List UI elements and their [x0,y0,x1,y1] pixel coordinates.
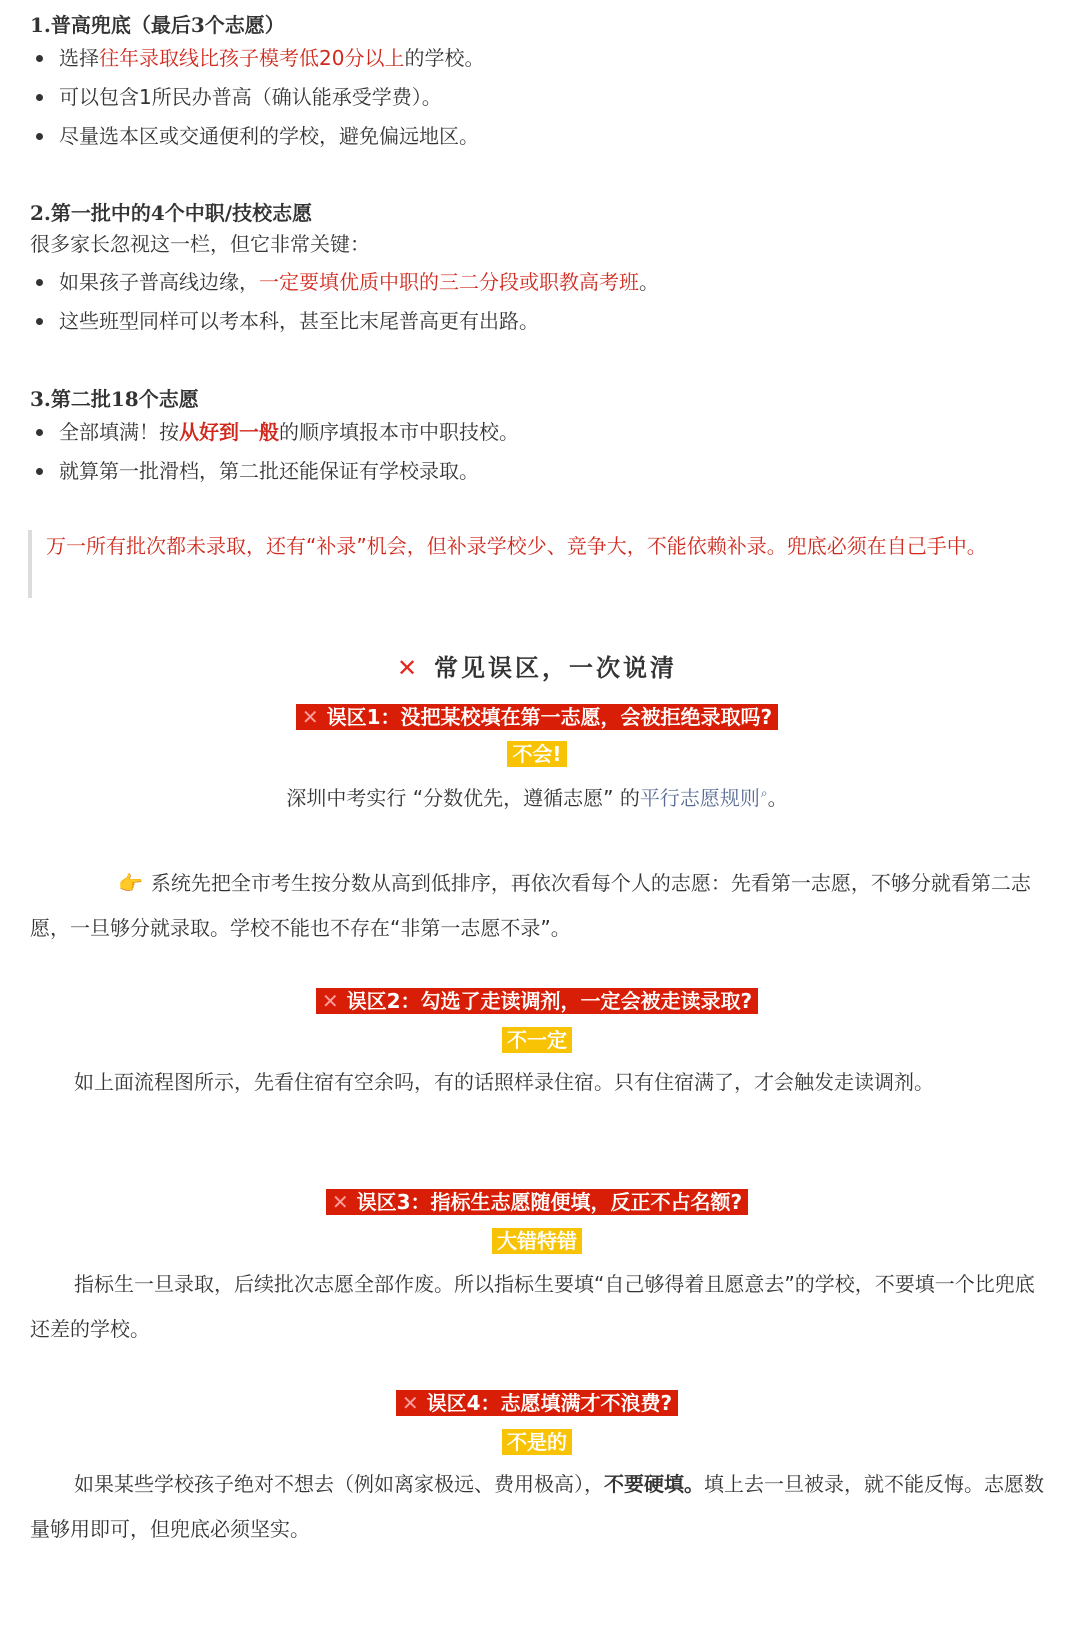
parallel-rule-link[interactable]: 平行志愿规则 [639,786,760,810]
highlight-text: 一定要填优质中职的三二分段或职教高考班 [259,270,639,294]
highlight-text: 往年录取线比孩子模考低20分以上 [99,46,405,70]
bullet-dot [36,133,43,140]
blockquote-bar [28,530,32,598]
bullet-dot [36,94,43,101]
bullet-dot [36,55,43,62]
cross-mark-icon: ✕ [396,654,421,682]
myth-1-answer: 不会! [0,741,1074,767]
cross-mark-icon: ✕ [321,989,339,1013]
section2-title: 2.第一批中的4个中职/技校志愿 [30,201,313,225]
myth-4-label: ✕ 误区4：志愿填满才不浪费? [0,1390,1074,1416]
cross-mark-icon: ✕ [331,1190,349,1214]
myth-2-answer: 不一定 [0,1027,1074,1053]
section3-title: 3.第二批18个志愿 [30,387,199,411]
section2-intro: 很多家长忽视这一栏，但它非常关键： [30,232,370,256]
myth-4-explanation: 如果某些学校孩子绝对不想去（例如离家极远、费用极高），不要硬填。填上去一旦被录，就不能反悔。志愿数量够用即可，但兜底必须坚实。 [30,1472,1044,1541]
myth-2-label: ✕ 误区2：勾选了走读调剂，一定会被走读录取? [0,988,1074,1014]
highlight-text: 从好到一般 [179,420,279,444]
section1-bullet-1: 选择往年录取线比孩子模考低20分以上的学校。 [36,43,484,73]
myth-3-answer: 大错特错 [0,1228,1074,1254]
cross-mark-icon: ✕ [301,705,319,729]
myth-2-explanation: 如上面流程图所示，先看住宿有空余吗，有的话照样录住宿。只有住宿满了，才会触发走读调剂。 [74,1070,934,1094]
myth-4-answer: 不是的 [0,1429,1074,1455]
bullet-dot [36,429,43,436]
bullet-dot [36,279,43,286]
section1-bullet-2: 可以包含1所民办普高（确认能承受学费）。 [36,82,442,112]
myth-1-label: ✕ 误区1：没把某校填在第一志愿，会被拒绝录取吗? [0,704,1074,730]
section1-title: 1.普高兜底（最后3个志愿） [30,13,285,37]
search-icon[interactable]: ⌕ [760,786,768,801]
bullet-dot [36,318,43,325]
myth-1-rule-line: 深圳中考实行 “分数优先，遵循志愿” 的平行志愿规则⌕。 [286,786,788,810]
section2-bullet-2: 这些班型同样可以考本科，甚至比末尾普高更有出路。 [36,306,539,336]
section2-bullet-1: 如果孩子普高线边缘，一定要填优质中职的三二分段或职教高考班。 [36,267,659,297]
pointing-hand-icon: 👉 [118,871,143,895]
myth-3-label: ✕ 误区3：指标生志愿随便填，反正不占名额? [0,1189,1074,1215]
misconceptions-heading: ✕ 常见误区，一次说清 [396,654,678,682]
section3-bullet-2: 就算第一批滑档，第二批还能保证有学校录取。 [36,456,479,486]
section1-bullet-3: 尽量选本区或交通便利的学校，避免偏远地区。 [36,121,479,151]
cross-mark-icon: ✕ [401,1391,419,1415]
bullet-dot [36,468,43,475]
myth-3-explanation: 指标生一旦录取，后续批次志愿全部作废。所以指标生要填“自己够得着且愿意去”的学校，不要填一个比兜底还差的学校。 [30,1272,1035,1341]
myth-1-explanation: 👉 系统先把全市考生按分数从高到低排序，再依次看每个人的志愿：先看第一志愿，不够分就看第二志愿，一旦够分就录取。学校不能也不存在“非第一志愿不录”。 [30,861,1044,951]
section3-bullet-1: 全部填满！按从好到一般的顺序填报本市中职技校。 [36,417,519,447]
blockquote-text: 万一所有批次都未录取，还有“补录”机会，但补录学校少、竞争大，不能依赖补录。兜底必须在自己手中。 [46,534,987,558]
